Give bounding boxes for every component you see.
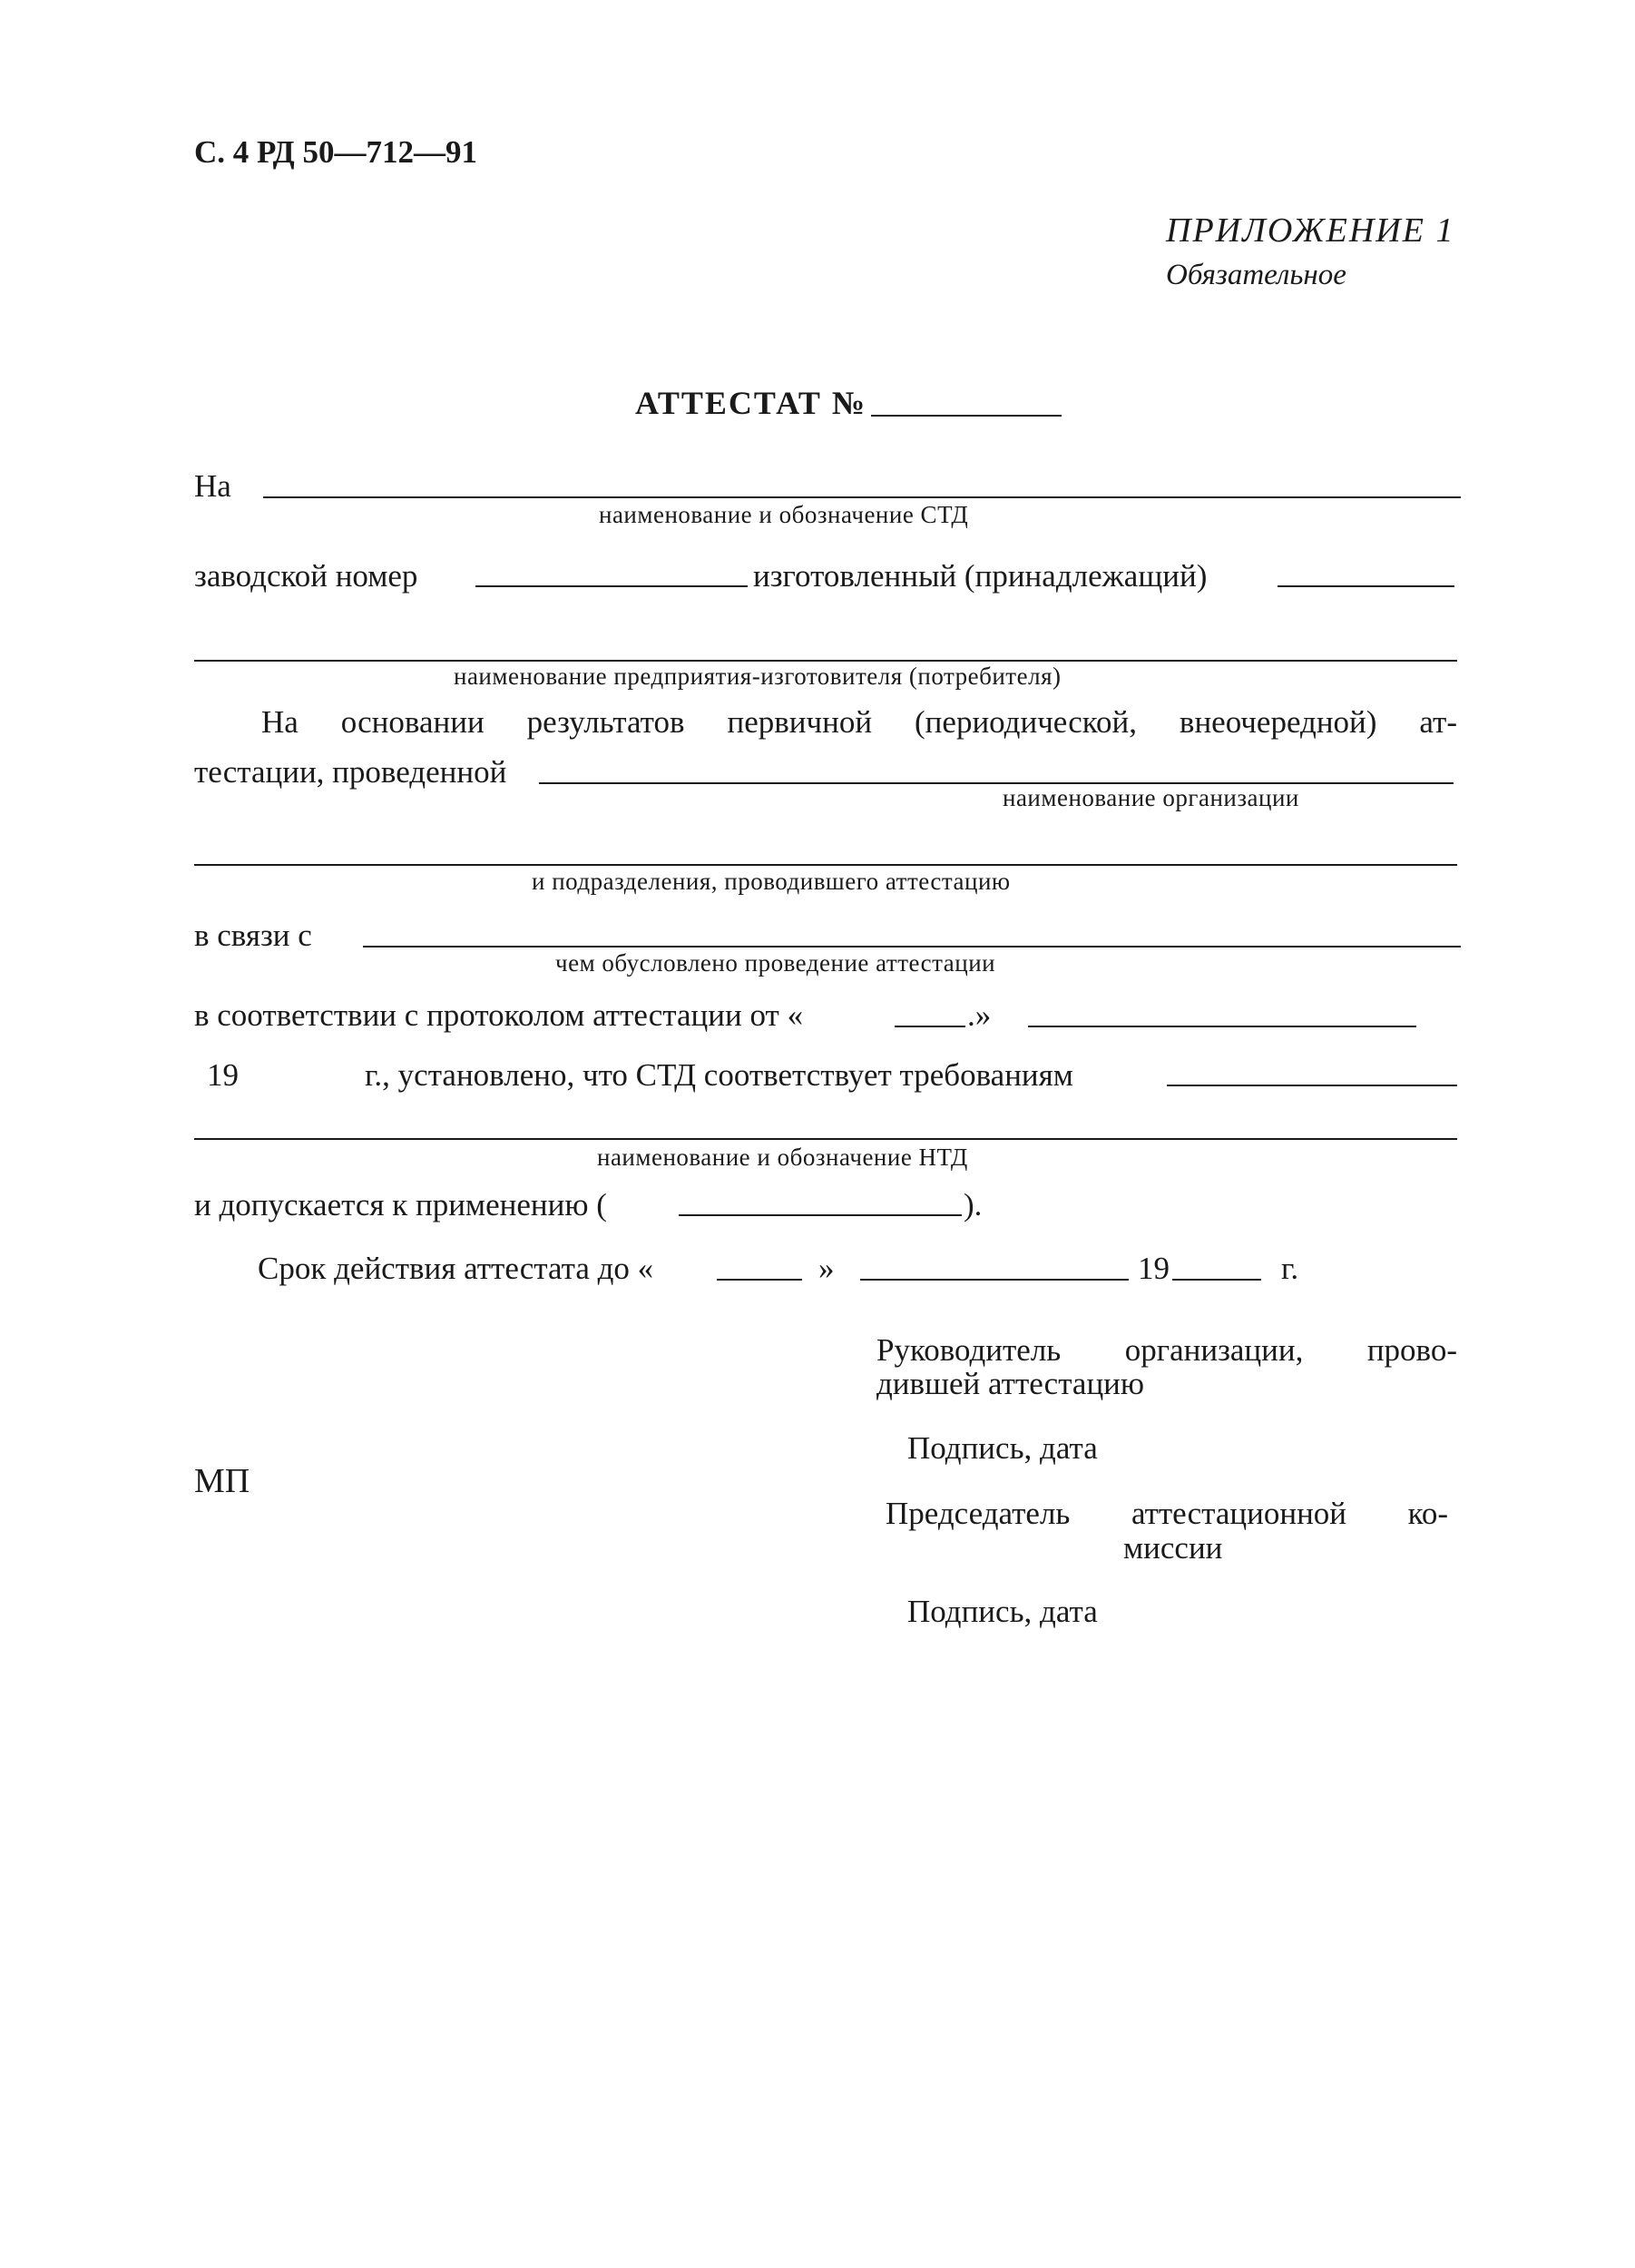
year-prefix: 19 <box>207 1057 239 1093</box>
page-reference: С. 4 РД 50—712—91 <box>194 134 477 170</box>
division-field[interactable] <box>194 864 1457 866</box>
ntd-field[interactable] <box>194 1138 1457 1140</box>
appendix-status: Обязательное <box>1166 259 1346 291</box>
chair-title-line-1: Председатель аттестационной ко- <box>886 1496 1448 1531</box>
validity-month-field[interactable] <box>860 1279 1129 1281</box>
basis-line-2: тестации, проведенной <box>194 754 507 790</box>
caption-enterprise: наименование предприятия-изготовителя (потребителя) <box>454 663 1062 690</box>
head-title-line-2: дившей аттестацию <box>876 1366 1145 1401</box>
head-signature-date: Подпись, дата <box>907 1430 1098 1466</box>
owner-field[interactable] <box>1278 585 1454 587</box>
caption-std: наименование и обозначение СТД <box>599 501 969 528</box>
chair-title-line-2: миссии <box>1123 1530 1223 1566</box>
appendix-title: ПРИЛОЖЕНИЕ 1 <box>1166 211 1455 250</box>
std-name-field[interactable] <box>263 496 1461 498</box>
certificate-number-field[interactable] <box>871 415 1062 417</box>
admitted-close: ). <box>964 1187 983 1222</box>
protocol-label: в соответствии с протоколом аттестации от « <box>194 997 804 1033</box>
validity-label: Срок действия аттестата до « <box>258 1251 654 1286</box>
caption-reason: чем обусловлено проведение аттестации <box>555 949 996 977</box>
form-title: АТТЕСТАТ № <box>635 385 867 421</box>
serial-number-field[interactable] <box>475 585 748 587</box>
serial-label: заводской номер <box>194 558 418 594</box>
basis-line-1: На основании результатов первичной (периодической, внеочередной) ат- <box>261 704 1457 740</box>
application-field[interactable] <box>679 1214 962 1216</box>
validity-year-prefix: 19 <box>1138 1251 1170 1286</box>
enterprise-name-field[interactable] <box>194 660 1457 662</box>
validity-year-field[interactable] <box>1172 1279 1261 1281</box>
requirements-field[interactable] <box>1167 1085 1457 1086</box>
manufactured-label: изготовленный (принадлежащий) <box>753 558 1208 594</box>
na-label: На <box>194 468 231 504</box>
chair-signature-date: Подпись, дата <box>907 1594 1098 1629</box>
established-text: г., установлено, что СТД соответствует требованиям <box>365 1057 1073 1093</box>
in-connection-label: в связи с <box>194 918 312 953</box>
seal-mark: МП <box>194 1462 250 1500</box>
head-title-line-1: Руководитель организации, прово- <box>876 1332 1457 1368</box>
caption-org: наименование организации <box>1003 784 1299 811</box>
caption-ntd: наименование и обозначение НТД <box>597 1144 968 1171</box>
protocol-day-field[interactable] <box>895 1026 965 1027</box>
validity-day-field[interactable] <box>717 1279 802 1281</box>
protocol-month-field[interactable] <box>1028 1026 1416 1027</box>
organization-name-field[interactable] <box>539 782 1454 784</box>
protocol-quote-close: .» <box>967 997 992 1033</box>
validity-year-suffix: г. <box>1281 1251 1299 1286</box>
caption-division: и подразделения, проводившего аттестацию <box>532 868 1011 895</box>
admitted-label: и допускается к применению ( <box>194 1187 607 1222</box>
validity-quote-close: » <box>818 1251 835 1286</box>
reason-field[interactable] <box>363 946 1461 947</box>
